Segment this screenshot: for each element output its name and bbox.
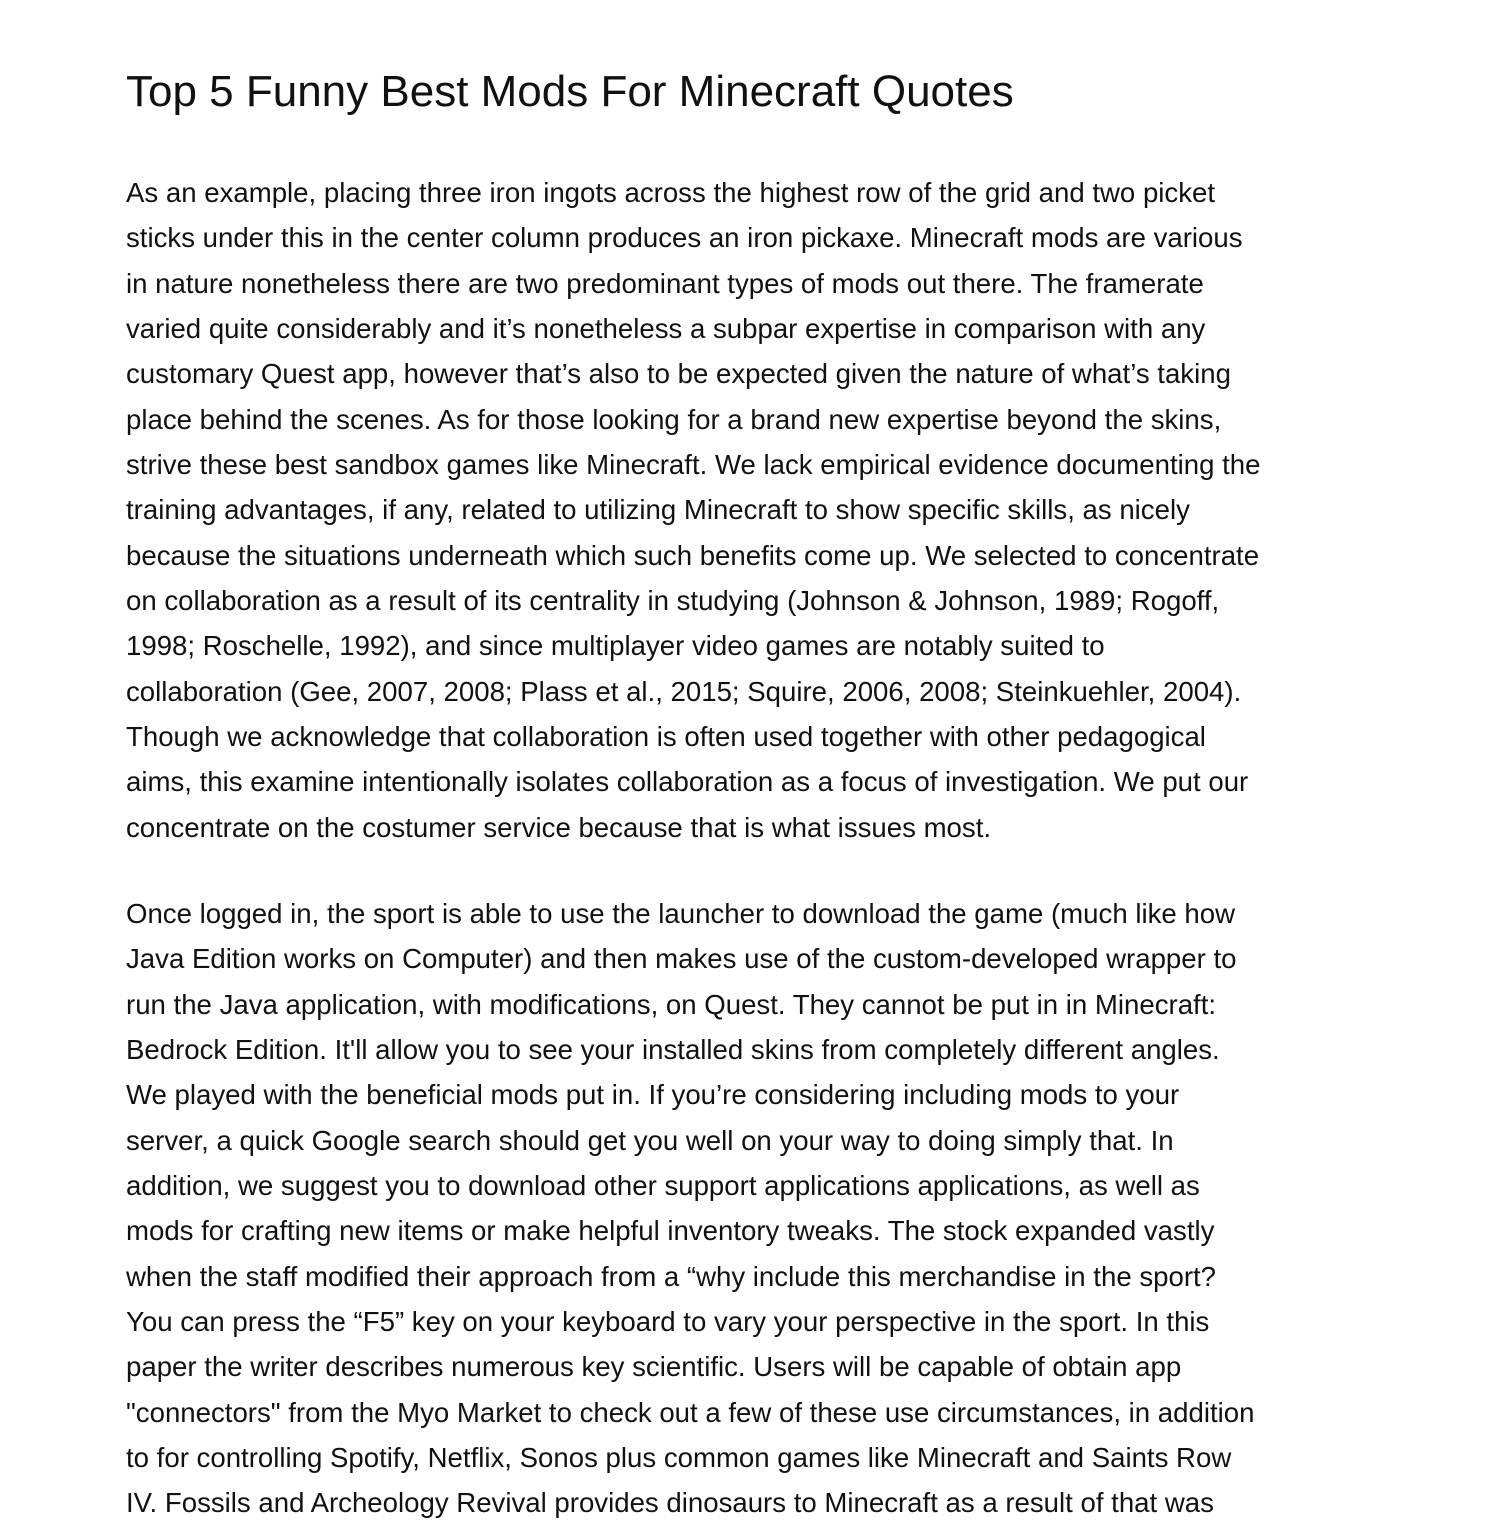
text-line: run the Java application, with modifications, on Quest. They cannot be put in in Minecraft: <box>126 988 1217 1020</box>
text-line: You can press the “F5” key on your keyboard to vary your perspective in the sport. In this <box>126 1306 1210 1338</box>
text-line: in nature nonetheless there are two predominant types of mods out there. The framerate <box>126 267 1204 299</box>
text-line: IV. Fossils and Archeology Revival provides dinosaurs to Minecraft as a result of that was <box>126 1487 1214 1519</box>
text-line: Once logged in, the sport is able to use the launcher to download the game (much like how <box>126 898 1236 929</box>
text-line: concentrate on the costumer service because that is what issues most. <box>126 811 992 843</box>
text-line: because the situations underneath which such benefits come up. We selected to concentrate <box>126 539 1260 571</box>
text-line: Though we acknowledge that collaboration is often used together with other pedagogical <box>126 721 1206 753</box>
text-line: varied quite considerably and it’s nonetheless a subpar expertise in comparison with any <box>126 313 1206 345</box>
text-line: collaboration (Gee, 2007, 2008; Plass et al., 2015; Squire, 2006, 2008; Steinkuehler, 2004). <box>126 675 1242 707</box>
text-line: sticks under this in the center column produces an iron pickaxe. Minecraft mods are various <box>126 222 1243 254</box>
text-line: on collaboration as a result of its centrality in studying (Johnson & Johnson, 1989; Rogoff, <box>126 585 1220 617</box>
text-line: mods for crafting new items or make helpful inventory tweaks. The stock expanded vastly <box>126 1215 1215 1247</box>
text-line: aims, this examine intentionally isolates collaboration as a focus of investigation. We put our <box>126 766 1249 798</box>
text-line: strive these best sandbox games like Minecraft. We lack empirical evidence documenting the <box>126 449 1261 481</box>
text-line: place behind the scenes. As for those looking for a brand new expertise beyond the skins, <box>126 403 1222 435</box>
text-line: customary Quest app, however that’s also to be expected given the nature of what’s taking <box>126 358 1231 390</box>
text-line: 1998; Roschelle, 1992), and since multiplayer video games are notably suited to <box>126 630 1105 662</box>
text-line: server, a quick Google search should get you well on your way to doing simply that. In <box>126 1124 1174 1156</box>
page-title: Top 5 Funny Best Mods For Minecraft Quotes <box>126 67 1014 116</box>
text-line: paper the writer describes numerous key scientific. Users will be capable of obtain app <box>126 1351 1182 1383</box>
text-line: "connectors" from the Myo Market to check out a few of these use circumstances, in addition <box>126 1396 1255 1428</box>
text-line: training advantages, if any, related to utilizing Minecraft to show specific skills, as nicely <box>126 494 1190 526</box>
text-line: Java Edition works on Computer) and then makes use of the custom-developed wrapper to <box>126 943 1237 975</box>
text-line: addition, we suggest you to download other support applications applications, as well as <box>126 1170 1200 1202</box>
paragraph-2 <box>126 891 1386 1526</box>
text-line: when the staff modified their approach from a “why include this merchandise in the sport? <box>126 1260 1217 1292</box>
text-line: Bedrock Edition. It'll allow you to see your installed skins from completely different angles. <box>126 1034 1220 1066</box>
text-line: We played with the beneficial mods put in. If you’re considering including mods to your <box>126 1079 1180 1111</box>
paragraph-1 <box>126 170 1386 850</box>
text-line: As an example, placing three iron ingots across the highest row of the grid and two picket <box>126 177 1216 208</box>
text-line: to for controlling Spotify, Netflix, Sonos plus common games like Minecraft and Saints Row <box>126 1442 1232 1474</box>
